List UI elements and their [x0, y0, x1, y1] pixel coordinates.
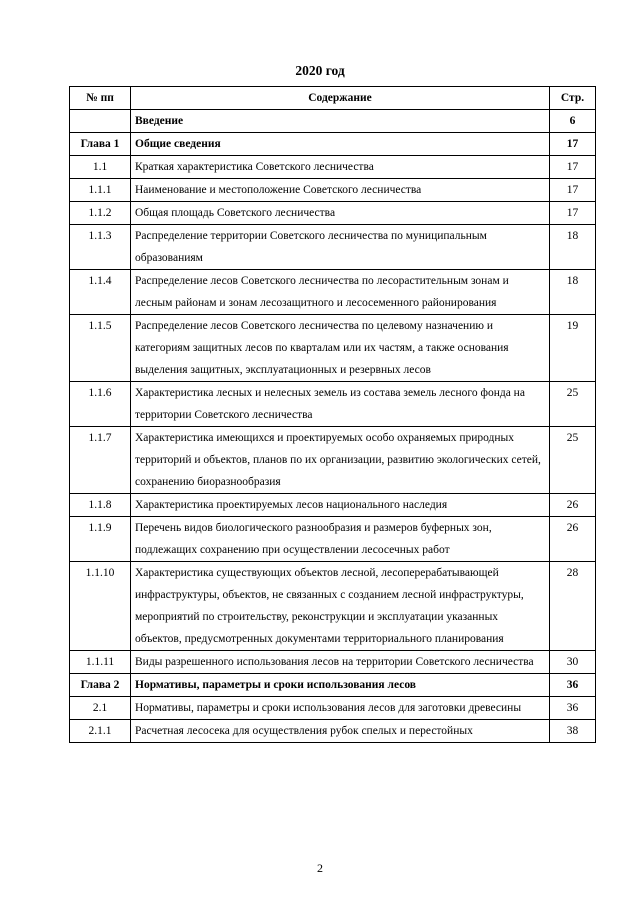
section-title-cell: Виды разрешенного использования лесов на территории Советского лесничества: [131, 651, 550, 674]
section-title-cell: Характеристика имеющихся и проектируемых особо охраняемых природных территорий и объектов, планов по их организации, развитию экологических сетей, сохранению биоразнообразия: [131, 427, 550, 494]
table-row: [70, 202, 596, 225]
page-number-cell: 18: [550, 225, 596, 270]
table-row: [70, 382, 596, 427]
table-header-row: [70, 87, 596, 110]
page-number-cell: 6: [550, 110, 596, 133]
section-number-cell: 1.1.5: [70, 315, 131, 382]
page-number-cell: 18: [550, 270, 596, 315]
column-header-page: Стр.: [550, 87, 596, 110]
document-year-title: 2020 год: [295, 63, 345, 78]
section-title-cell: Распределение территории Советского лесничества по муниципальным образованиям: [131, 225, 550, 270]
section-number-cell: 1.1.6: [70, 382, 131, 427]
table-row: [70, 315, 596, 382]
section-title-cell: Нормативы, параметры и сроки использования лесов: [131, 674, 550, 697]
page-number: 2: [317, 861, 323, 875]
section-number-cell: 1.1.4: [70, 270, 131, 315]
table-body: [70, 110, 596, 743]
section-title-cell: Характеристика существующих объектов лесной, лесоперерабатывающей инфраструктуры, объектов, не связанных с созданием лесной инфраструктуры, мероприятий по строительству, реконструкции и эксплуатации указанных объектов, предусмотренных документами территориального планирования: [131, 562, 550, 651]
table-row: [70, 225, 596, 270]
section-title-cell: Наименование и местоположение Советского лесничества: [131, 179, 550, 202]
section-number-cell: [70, 110, 131, 133]
section-title-cell: Нормативы, параметры и сроки использования лесов для заготовки древесины: [131, 697, 550, 720]
section-number-cell: 1.1.8: [70, 494, 131, 517]
section-number-cell: 1.1.7: [70, 427, 131, 494]
section-title-cell: Характеристика проектируемых лесов национального наследия: [131, 494, 550, 517]
section-title-cell: Краткая характеристика Советского лесничества: [131, 156, 550, 179]
page-number-cell: 17: [550, 156, 596, 179]
section-number-cell: 1.1.11: [70, 651, 131, 674]
table-row: [70, 517, 596, 562]
section-number-cell: Глава 1: [70, 133, 131, 156]
table-row: [70, 494, 596, 517]
table-row: [70, 651, 596, 674]
table-row: [70, 697, 596, 720]
section-title-cell: Распределение лесов Советского лесничества по лесорастительным зонам и лесным районам и зонам лесозащитного и лесосеменного районирования: [131, 270, 550, 315]
page-number-cell: 36: [550, 674, 596, 697]
page-number-cell: 36: [550, 697, 596, 720]
table-row: [70, 156, 596, 179]
section-number-cell: 2.1: [70, 697, 131, 720]
section-title-cell: Перечень видов биологического разнообразия и размеров буферных зон, подлежащих сохранению при осуществлении лесосечных работ: [131, 517, 550, 562]
table-row: [70, 562, 596, 651]
table-row: [70, 110, 596, 133]
section-title-cell: Характеристика лесных и нелесных земель из состава земель лесного фонда на территории Советского лесничества: [131, 382, 550, 427]
page-number-cell: 28: [550, 562, 596, 651]
page-number-cell: 17: [550, 133, 596, 156]
page-number-cell: 17: [550, 202, 596, 225]
table-row: [70, 270, 596, 315]
section-title-cell: Распределение лесов Советского лесничества по целевому назначению и категориям защитных лесов по кварталам или их частям, а также основания выделения защитных, эксплуатационных и резервных лесов: [131, 315, 550, 382]
table-row: [70, 427, 596, 494]
section-title-cell: Общая площадь Советского лесничества: [131, 202, 550, 225]
section-number-cell: 1.1.2: [70, 202, 131, 225]
section-number-cell: 1.1: [70, 156, 131, 179]
page-number-cell: 38: [550, 720, 596, 743]
section-number-cell: 1.1.1: [70, 179, 131, 202]
page-number-cell: 30: [550, 651, 596, 674]
table-row: [70, 674, 596, 697]
section-title-cell: Общие сведения: [131, 133, 550, 156]
column-header-content: Содержание: [131, 87, 550, 110]
page-number-cell: 25: [550, 427, 596, 494]
table-row: [70, 133, 596, 156]
page-number-cell: 26: [550, 494, 596, 517]
page-number-cell: 25: [550, 382, 596, 427]
section-number-cell: 1.1.3: [70, 225, 131, 270]
section-title-cell: Расчетная лесосека для осуществления рубок спелых и перестойных: [131, 720, 550, 743]
table-of-contents: [69, 86, 596, 743]
section-number-cell: Глава 2: [70, 674, 131, 697]
section-title-cell: Введение: [131, 110, 550, 133]
column-header-number: № пп: [70, 87, 131, 110]
section-number-cell: 2.1.1: [70, 720, 131, 743]
page-number-cell: 26: [550, 517, 596, 562]
section-number-cell: 1.1.10: [70, 562, 131, 651]
table-row: [70, 179, 596, 202]
page-number-cell: 17: [550, 179, 596, 202]
page-number-cell: 19: [550, 315, 596, 382]
table-row: [70, 720, 596, 743]
section-number-cell: 1.1.9: [70, 517, 131, 562]
